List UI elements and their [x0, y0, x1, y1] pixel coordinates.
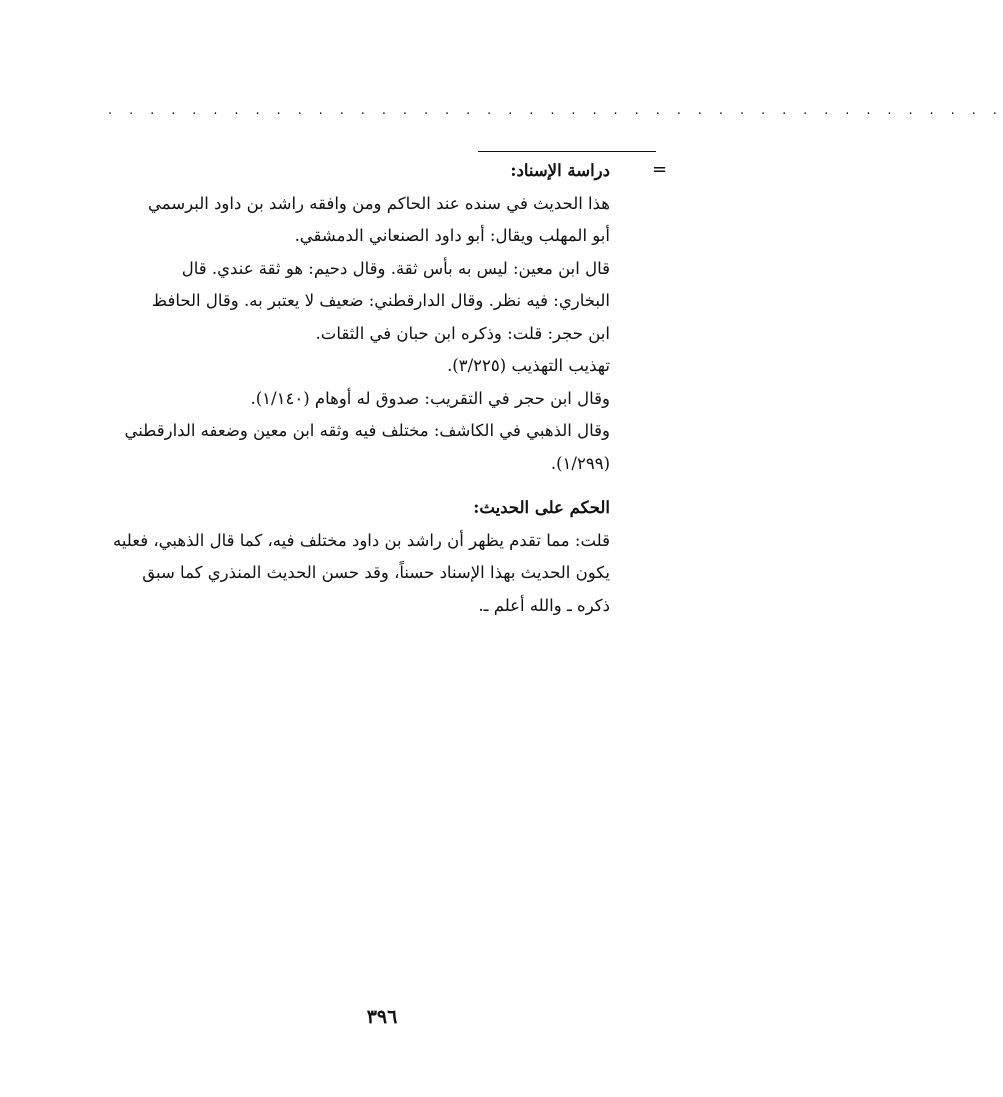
section-gap: [106, 480, 610, 492]
section-heading-isnad: دراسة الإسناد:: [510, 161, 610, 180]
text-line: وقال ابن حجر في التقريب: صدوق له أوهام (١/١٤٠).: [250, 388, 610, 408]
footnote-rule: [478, 151, 656, 152]
page-body: [106, 155, 610, 622]
dotted-separator: . . . . . . . . . . . . . . . . . . . . . . . . . . . . . . . . . . . . . . . . . . .: [108, 103, 1003, 118]
text-line: ذكره ـ والله أعلم ـ.: [478, 595, 610, 615]
text-line: قلت: مما تقدم يظهر أن راشد بن داود مختلف فيه، كما قال الذهبي، فعليه: [112, 530, 610, 550]
text-line: تهذيب التهذيب (٣/٢٢٥).: [447, 356, 610, 375]
footnote-continuation-marker: =: [652, 159, 668, 180]
text-line: (١/٢٩٩).: [550, 453, 610, 473]
text-line: قال ابن معين: ليس به بأس ثقة. وقال دحيم: هو ثقة عندي. قال: [181, 258, 610, 278]
page-number: ٣٩٦: [366, 1006, 398, 1028]
text-line: هذا الحديث في سنده عند الحاكم ومن وافقه راشد بن داود البرسمي: [148, 193, 610, 213]
section-heading-hukm: الحكم على الحديث:: [473, 498, 610, 517]
text-line: البخاري: فيه نظر. وقال الدارقطني: ضعيف لا يعتبر به. وقال الحافظ: [151, 291, 610, 310]
text-line: أبو المهلب ويقال: أبو داود الصنعاني الدمشقي.: [294, 226, 610, 245]
text-line: ابن حجر: قلت: وذكره ابن حبان في الثقات.: [315, 323, 610, 343]
text-line: يكون الحديث بهذا الإسناد حسناً، وقد حسن الحديث المنذري كما سبق: [142, 563, 610, 582]
text-line: وقال الذهبي في الكاشف: مختلف فيه وثقه ابن معين وضعفه الدارقطني: [124, 421, 610, 440]
